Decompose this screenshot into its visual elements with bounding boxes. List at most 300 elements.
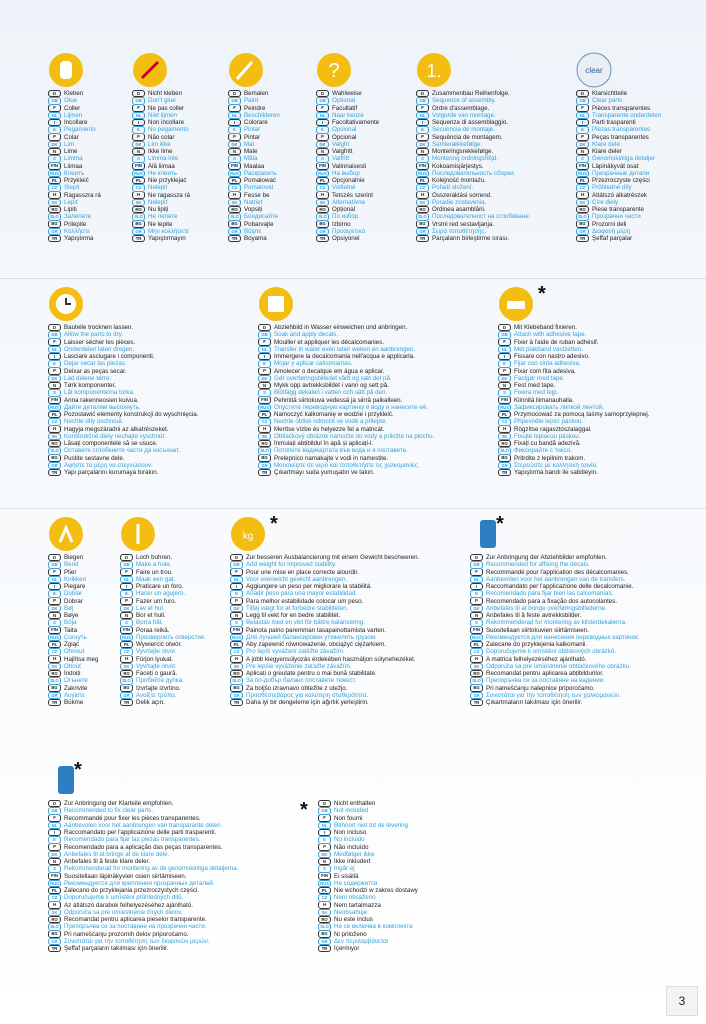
language-line — [498, 339, 650, 346]
instruction-text: Clear parts — [592, 97, 623, 105]
language-line — [120, 663, 206, 670]
instruction-text: Colorare — [244, 119, 268, 126]
instruction-text: По избор — [332, 213, 359, 221]
language-line — [576, 126, 661, 133]
language-line — [498, 469, 650, 476]
instruction-text: Δεν περιλαμβάνεται — [334, 937, 389, 945]
language-line — [258, 426, 434, 433]
language-line — [48, 331, 198, 338]
instruction-text: Odporúča sa pre umiestnenie čírych dielov. — [64, 908, 183, 916]
language-code-badge: TR — [48, 945, 61, 952]
language-code-badge: PL — [230, 641, 243, 648]
language-line — [498, 346, 650, 353]
language-line — [470, 670, 640, 677]
instruction-text: Dobrar — [64, 597, 83, 605]
instruction-text: Älä liimaa — [148, 162, 175, 170]
language-code-badge: FIN — [230, 627, 243, 634]
language-line — [576, 141, 661, 148]
language-line — [120, 692, 206, 699]
instruction-text: Anbefales til at bringe af de klare dele. — [64, 850, 170, 858]
language-line — [470, 598, 640, 605]
adhesive-tape-icon — [498, 286, 534, 322]
language-code-badge: GR — [230, 692, 243, 699]
instruction-text: Μουσκέψτε σε νερό και τοποθετήστε τις χαλκομανίες. — [274, 461, 420, 469]
instruction-text: Poradie zostavenia. — [432, 198, 487, 206]
language-code-badge: SLO — [258, 447, 271, 454]
instruction-text: Lipiti — [64, 206, 77, 213]
language-code-badge: BG — [258, 455, 271, 462]
instruction-text: Fixera med tejp. — [514, 389, 559, 397]
instruction-text: Lad delene tørre. — [64, 374, 112, 382]
language-code-badge: I — [470, 583, 483, 590]
language-code-badge: SK — [498, 433, 511, 440]
language-line — [318, 938, 418, 945]
instruction-text: Fest med tape. — [514, 382, 556, 389]
instruction-text: No incluido — [334, 836, 365, 844]
instruction-text: Προσθέστεβάρος για καλύτερη σταθερότητα. — [246, 691, 369, 699]
language-line — [470, 663, 640, 670]
instruction-text: Aplicați o greutate pentru o mai bună stabilitate. — [246, 670, 377, 677]
language-code-badge: NL — [230, 576, 243, 583]
language-line — [316, 177, 379, 184]
language-code-badge: FIN — [258, 397, 271, 404]
language-code-badge: I — [416, 119, 429, 126]
language-line — [318, 902, 418, 909]
drill-icon — [120, 516, 156, 552]
language-code-badge: E — [318, 836, 331, 843]
instruction-text: Doporučujeme k umístění průhledných dílů. — [64, 894, 184, 902]
language-line — [48, 134, 101, 141]
language-line — [318, 800, 418, 807]
language-code-badge: SK — [258, 433, 271, 440]
language-line — [316, 97, 379, 104]
instruction-text: Transparente onderdelen — [592, 111, 662, 119]
language-code-badge: SLO — [48, 677, 61, 684]
language-code-badge: NL — [576, 112, 589, 119]
language-code-badge: D — [230, 554, 243, 561]
language-code-badge: TR — [316, 235, 329, 242]
language-line — [470, 641, 640, 648]
instruction-text: Çıkartmayı suda yumuşatın ve takın. — [274, 469, 375, 476]
instruction-text: Aanbevolen voor het aanbrengen van transparante delen. — [64, 821, 223, 829]
language-line — [230, 663, 419, 670]
instruction-text: Κολλήστε — [64, 227, 91, 235]
language-code-badge: H — [132, 192, 145, 199]
language-code-badge: RO — [258, 440, 271, 447]
language-code-badge: PL — [498, 411, 511, 418]
language-line — [48, 382, 198, 389]
instruction-text: Borra hål. — [136, 619, 163, 627]
language-line — [416, 141, 531, 148]
language-line — [120, 569, 206, 576]
language-line — [258, 368, 434, 375]
language-code-badge: SK — [48, 909, 61, 916]
instruction-text: Recomendado para fijar bien las calcomanías. — [486, 590, 614, 598]
language-code-badge: NL — [120, 576, 133, 583]
language-code-badge: F — [228, 105, 241, 112]
language-line — [48, 148, 101, 155]
instruction-text: Faceți o gaură. — [136, 670, 178, 677]
language-line — [230, 554, 419, 561]
language-code-badge: E — [48, 360, 61, 367]
instruction-text: Az átlátszó darabok felhelyezéséhez ajánlható. — [64, 901, 193, 909]
language-line — [416, 235, 531, 242]
svg-text:kg: kg — [242, 531, 254, 542]
language-code-badge: NL — [470, 576, 483, 583]
language-line — [48, 815, 238, 822]
language-code-badge: FIN — [48, 397, 61, 404]
instruction-text: Recommended for affixing the decals. — [486, 561, 590, 569]
language-code-badge: GR — [416, 228, 429, 235]
language-line — [228, 177, 280, 184]
instruction-text: Pomalovat — [244, 184, 274, 192]
instruction-text: Pintar — [244, 126, 261, 134]
language-code-badge: D — [498, 324, 511, 331]
language-line — [316, 148, 379, 155]
language-line — [416, 213, 531, 220]
language-line — [48, 389, 198, 396]
hand-icon — [48, 52, 84, 88]
language-code-badge: I — [120, 583, 133, 590]
instruction-text: Lijmen — [64, 111, 83, 119]
language-code-badge: I — [228, 119, 241, 126]
instruction-text: Non incollare — [148, 119, 185, 126]
instruction-text: Lim ikke — [148, 140, 171, 148]
language-line — [498, 389, 650, 396]
language-code-badge: FIN — [120, 627, 133, 634]
language-line — [48, 656, 98, 663]
instruction-text: Rögzítse ragasztószalaggal. — [514, 425, 592, 433]
language-line — [228, 213, 280, 220]
language-code-badge: RUS — [48, 634, 61, 641]
language-line — [316, 184, 379, 191]
instruction-text: Ne lepite — [148, 220, 173, 228]
language-line — [132, 221, 190, 228]
language-line — [498, 426, 650, 433]
language-code-badge: PL — [48, 887, 61, 894]
language-code-badge: RUS — [318, 880, 331, 887]
instruction-text: Λυγίστε — [64, 691, 86, 699]
language-line — [576, 206, 661, 213]
instruction-text: Μην κολλήσετε — [148, 227, 190, 235]
language-line — [228, 126, 280, 133]
language-code-badge: TR — [318, 945, 331, 952]
language-line — [470, 685, 640, 692]
instruction-text: Ne pas coller — [148, 104, 185, 112]
language-code-badge: TR — [48, 699, 61, 706]
language-code-badge: P — [316, 134, 329, 141]
language-code-badge: FIN — [416, 163, 429, 170]
language-code-badge: GR — [48, 692, 61, 699]
instruction-text: Transfer in water even laten weken en aanbrengen. — [274, 345, 416, 353]
language-line — [258, 324, 434, 331]
language-line — [228, 192, 280, 199]
instruction-text: Zakrivite — [64, 684, 88, 692]
instruction-text: Ανοίξτε τρύπα. — [136, 691, 177, 699]
language-code-badge: DK — [258, 375, 271, 382]
language-code-badge: CZ — [470, 648, 483, 655]
language-code-badge: SLO — [228, 213, 241, 220]
language-code-badge: H — [48, 426, 61, 433]
language-code-badge: SK — [132, 199, 145, 206]
language-line — [576, 90, 661, 97]
language-code-badge: BG — [48, 685, 61, 692]
language-line — [416, 148, 531, 155]
language-code-badge: DK — [498, 375, 511, 382]
language-code-badge: GR — [316, 228, 329, 235]
instruction-text: Огънете — [64, 677, 88, 685]
language-line — [416, 97, 531, 104]
language-line — [48, 163, 101, 170]
language-code-badge: GB — [230, 561, 243, 568]
instruction-text: Залепете — [64, 213, 92, 221]
language-code-badge: BG — [132, 221, 145, 228]
instruction-text: Faire un trou. — [136, 568, 173, 576]
language-line — [132, 141, 190, 148]
language-code-badge: GB — [470, 561, 483, 568]
instruction-text: Recomendado para fijar las piezas transparentes. — [64, 836, 201, 844]
language-line — [576, 213, 661, 220]
instruction-text: Gør overføringsbilledet vådt og sæt det på. — [274, 374, 392, 382]
instruction-text: Fúrjon lyukat. — [136, 655, 174, 663]
instruction-text: Nechte díly uschnout. — [64, 418, 124, 426]
language-code-badge: SLO — [230, 677, 243, 684]
asterisk-not-included: * — [270, 513, 278, 535]
instruction-text: Piese transparente — [592, 206, 644, 213]
language-code-badge: NL — [48, 346, 61, 353]
language-code-badge: SLO — [576, 213, 589, 220]
language-code-badge: GR — [470, 692, 483, 699]
paint-brush-icon — [228, 52, 264, 88]
language-code-badge: N — [228, 148, 241, 155]
instruction-text: Nelepit — [148, 184, 168, 192]
language-line — [120, 648, 206, 655]
language-line — [48, 902, 238, 909]
language-line — [120, 561, 206, 568]
instruction-text: Paint — [244, 97, 259, 105]
instruction-text: Add weight for improved stability. — [246, 561, 337, 569]
language-line — [48, 670, 98, 677]
language-code-badge: D — [132, 90, 145, 97]
instruction-text: Nu este inclus — [334, 916, 373, 923]
instruction-text: Průhledné díly — [592, 184, 632, 192]
language-code-badge: CZ — [576, 184, 589, 191]
instruction-text: Male — [244, 148, 258, 155]
language-line — [120, 576, 206, 583]
language-line — [316, 206, 379, 213]
instruction-text: Maalaa — [244, 162, 265, 170]
language-line — [228, 90, 280, 97]
instruction-text: Facoltativamente — [332, 119, 380, 126]
instruction-text: Belastas med en vikt för bättre balansering. — [246, 619, 366, 627]
instruction-text: Číre diely — [592, 198, 619, 206]
language-code-badge: TR — [416, 235, 429, 242]
language-line — [48, 199, 101, 206]
instruction-text: Прозрачные детали — [592, 169, 650, 177]
language-code-badge: RUS — [230, 634, 243, 641]
instruction-text: Limma inte — [148, 155, 179, 163]
instruction-text: Abziehbild in Wasser einweichen und anbringen. — [274, 324, 408, 331]
instruction-text: Προαιρετικά — [332, 227, 366, 235]
language-code-badge: NL — [48, 112, 61, 119]
language-code-badge: S — [48, 865, 61, 872]
instruction-text: Biegen — [64, 554, 84, 561]
language-code-badge: FIN — [48, 627, 61, 634]
page-number: 3 — [666, 986, 698, 1016]
language-line — [498, 462, 650, 469]
language-code-badge: F — [316, 105, 329, 112]
language-code-badge: F — [318, 815, 331, 822]
instruction-text: Peindre — [244, 104, 266, 112]
language-line — [230, 648, 419, 655]
language-line — [576, 170, 661, 177]
language-code-badge: I — [576, 119, 589, 126]
language-line — [258, 397, 434, 404]
instruction-text: Przymocować za pomocą taśmy samoprzylepnej. — [514, 411, 650, 418]
instruction-text: Rekommenderad for montering av de genomskinliga detaljerna. — [64, 865, 239, 873]
language-code-badge: P — [48, 134, 61, 141]
instruction-text: Nie przyklejać — [148, 177, 187, 184]
question-mark-icon — [316, 52, 352, 88]
language-line — [416, 199, 531, 206]
language-line — [258, 469, 434, 476]
instruction-text: Opțional — [332, 206, 356, 213]
instruction-text: Не се включва в комплекта — [334, 923, 413, 931]
language-code-badge: BG — [470, 685, 483, 692]
instruction-text: Ohnúť — [64, 662, 82, 670]
language-line — [228, 105, 280, 112]
instruction-text: Не клеить — [148, 169, 177, 177]
instruction-text: Последователност на сглобяване. — [432, 213, 531, 221]
language-line — [318, 851, 418, 858]
language-code-badge: H — [498, 426, 511, 433]
instruction-text: Samlerækkefølge. — [432, 140, 483, 148]
language-code-badge: RO — [416, 206, 429, 213]
language-code-badge: E — [316, 126, 329, 133]
language-line — [318, 815, 418, 822]
language-code-badge: D — [318, 800, 331, 807]
instruction-text: Pustite sestavne dele. — [64, 454, 125, 462]
instruction-text: Don't glue — [148, 97, 176, 105]
language-line — [132, 235, 190, 242]
language-line — [258, 331, 434, 338]
language-code-badge: TR — [258, 469, 271, 476]
instruction-text: A matrica felhelyezéséhez ajánlható. — [486, 655, 587, 663]
instruction-text: Клеить — [64, 169, 85, 177]
instruction-text: Recommandé pour l'application des décalcomanies. — [486, 568, 629, 576]
instruction-text: Pehmitä siirtokuva vedessä ja siirrä paikalleen. — [274, 396, 403, 404]
language-line — [48, 455, 198, 462]
instruction-text: Tilføj vægt for at forbedre stabiliteten. — [246, 604, 349, 612]
instruction-text: Потопете вадикартата във вода и я поставете. — [274, 447, 408, 455]
language-line — [576, 97, 661, 104]
language-code-badge: E — [258, 360, 271, 367]
instruction-text: Рекомендуется для нанесения переводных картинок. — [486, 633, 640, 641]
language-line — [258, 375, 434, 382]
language-code-badge: SLO — [48, 923, 61, 930]
instruction-text: Prelepnico namakajte v vodi in namestite. — [274, 454, 389, 462]
language-code-badge: DK — [416, 141, 429, 148]
language-code-badge: S — [318, 865, 331, 872]
language-line — [230, 576, 419, 583]
instruction-text: Delik açın. — [136, 699, 165, 706]
language-line — [132, 90, 190, 97]
language-line — [576, 105, 661, 112]
language-code-badge: TR — [120, 699, 133, 706]
instruction-text: Не содержится — [334, 879, 378, 887]
instruction-text: Lepiť — [64, 198, 79, 206]
instruction-text: Bøj — [64, 604, 74, 612]
language-line — [48, 469, 198, 476]
language-line — [498, 433, 650, 440]
language-line — [258, 389, 434, 396]
language-line — [120, 685, 206, 692]
language-code-badge: FIN — [498, 397, 511, 404]
language-line — [258, 447, 434, 454]
language-code-badge: I — [48, 353, 61, 360]
language-line — [48, 433, 198, 440]
language-code-badge: SLO — [498, 447, 511, 454]
language-line — [318, 909, 418, 916]
language-line — [258, 440, 434, 447]
language-line — [48, 375, 198, 382]
language-code-badge: D — [48, 90, 61, 97]
language-line — [48, 634, 98, 641]
language-code-badge: RUS — [120, 634, 133, 641]
language-code-badge: N — [48, 148, 61, 155]
language-code-badge: D — [48, 324, 61, 331]
clock-icon — [48, 286, 84, 322]
instruction-text: Pre lepšie vyváženie zaťažte závažím. — [246, 662, 352, 670]
language-code-badge: F — [48, 569, 61, 576]
language-code-badge: N — [576, 148, 589, 155]
instruction-text: Lasciare asciugare i componenti. — [64, 353, 155, 360]
language-code-badge: SK — [48, 433, 61, 440]
language-line — [48, 692, 98, 699]
language-line — [230, 685, 419, 692]
language-line — [416, 90, 531, 97]
instruction-text: Liimaa — [64, 162, 83, 170]
instruction-text: Valfritt — [332, 155, 350, 163]
language-line — [576, 235, 661, 242]
language-code-badge: H — [416, 192, 429, 199]
language-line — [258, 433, 434, 440]
language-line — [258, 455, 434, 462]
language-code-badge: CZ — [230, 648, 243, 655]
instruction-text: За по-добър баланс поставете тежест. — [246, 677, 357, 685]
instruction-text: Deixar as peças secar. — [64, 367, 127, 375]
language-line — [416, 155, 531, 162]
instruction-text: Klare dele — [592, 140, 620, 148]
language-code-badge: P — [470, 598, 483, 605]
language-code-badge: I — [132, 119, 145, 126]
language-code-badge: CZ — [228, 184, 241, 191]
instruction-text: Дайте деталям высохнуть. — [64, 403, 141, 411]
language-code-badge: E — [120, 590, 133, 597]
instruction-text: Medfølger ikke — [334, 850, 375, 858]
language-line — [318, 887, 418, 894]
language-code-badge: GR — [258, 462, 271, 469]
instruction-text: Dejar secar las piezas. — [64, 360, 127, 368]
asterisk-not-included: * — [300, 799, 308, 821]
language-code-badge: P — [258, 368, 271, 375]
language-code-badge: RUS — [316, 170, 329, 177]
language-code-badge: GR — [498, 462, 511, 469]
language-line — [470, 590, 640, 597]
language-code-badge: F — [132, 105, 145, 112]
language-code-badge: SLO — [48, 447, 61, 454]
language-line — [48, 235, 101, 242]
